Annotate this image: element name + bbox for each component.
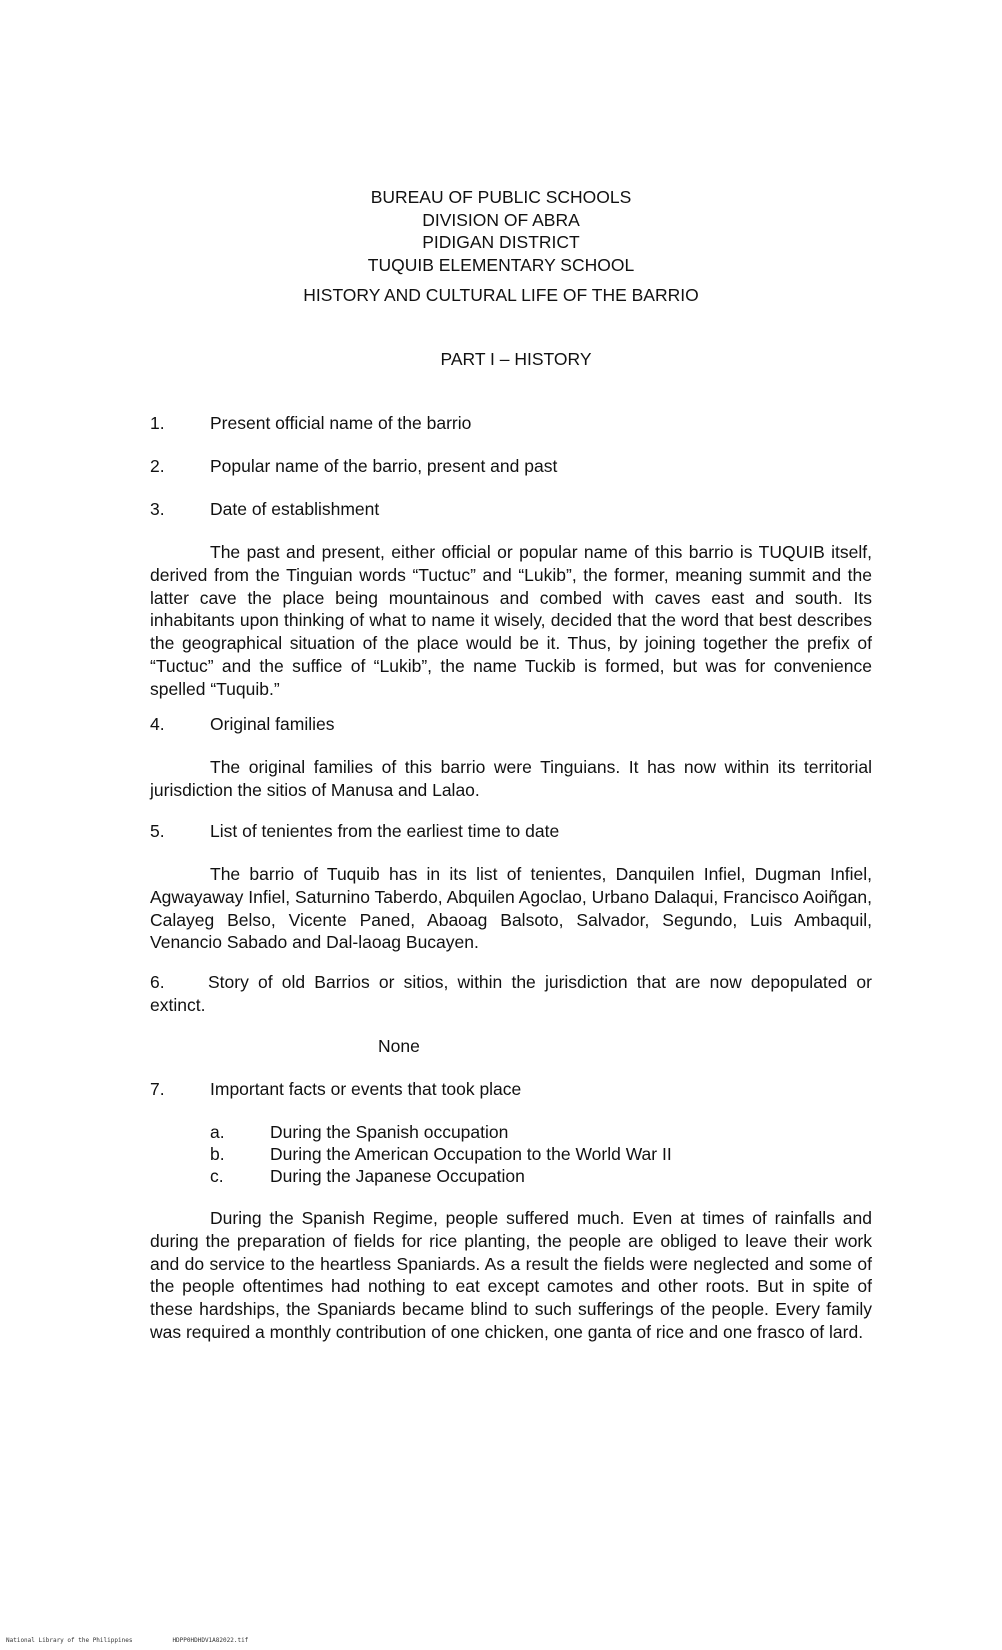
item-label: Date of establishment bbox=[210, 499, 380, 519]
item-number: 4. bbox=[150, 714, 165, 734]
item-label: Original families bbox=[210, 714, 335, 734]
item-5 bbox=[150, 820, 559, 842]
paragraph-original-families: The original families of this barrio were Tinguians. It has now within its territorial jurisdiction the sitios of Manusa and Lalao. bbox=[150, 757, 872, 800]
subitem-c bbox=[210, 1165, 525, 1188]
item-number: 6. bbox=[150, 972, 165, 992]
item-label: List of tenientes from the earliest time to date bbox=[210, 821, 560, 841]
subitem-text: During the Spanish occupation bbox=[270, 1122, 509, 1142]
item-1 bbox=[150, 412, 471, 434]
header-district: PIDIGAN DISTRICT bbox=[422, 232, 580, 252]
item-label: Important facts or events that took place bbox=[210, 1079, 522, 1099]
subitem-text: During the American Occupation to the World War II bbox=[270, 1144, 672, 1164]
subitem-letter: c. bbox=[210, 1166, 224, 1186]
subitem-text: During the Japanese Occupation bbox=[270, 1166, 525, 1186]
item-4 bbox=[150, 713, 334, 735]
header-division: DIVISION OF ABRA bbox=[422, 209, 580, 230]
paragraph-tenientes: The barrio of Tuquib has in its list of tenientes, Danquilen Infiel, Dugman Infiel, Agwayaway Infiel, Saturnino Taberdo, Abquilen Agoclao, Urbano Dalaqui, Francisco Aoiñgan, Calayeg Belso, Vicente Paned, Abaoag Balsoto, Salvador, Segundo, Luis Ambaquil, Venancio Sabado and Dal-laoag Bucayen. bbox=[150, 864, 872, 953]
none-text: None bbox=[378, 1036, 420, 1056]
item-number: 5. bbox=[150, 821, 165, 841]
subitem-letter: b. bbox=[210, 1144, 225, 1164]
item-number: 2. bbox=[150, 456, 165, 476]
item-number: 3. bbox=[150, 499, 165, 519]
subitem-letter: a. bbox=[210, 1122, 225, 1142]
item-label: Popular name of the barrio, present and past bbox=[210, 456, 558, 476]
subitem-b bbox=[210, 1143, 672, 1166]
item-7 bbox=[150, 1078, 521, 1100]
header-school: TUQUIB ELEMENTARY SCHOOL bbox=[367, 254, 635, 275]
item-6 bbox=[150, 971, 872, 1017]
paragraph-spanish-regime: During the Spanish Regime, people suffered much. Even at times of rainfalls and during the preparation of fields for rice planting, the people are obliged to leave their work and do service to the heartless Spaniards. As a result the fields were neglected and some of the people oftentimes had nothing to eat except camotes and other roots. But in spite of these hardships, the Spaniards became blind to such sufferings of the people. Every family was required a monthly contribution of one chicken, one ganta of rice and one frasco of lard. bbox=[150, 1208, 872, 1342]
item-3 bbox=[150, 498, 379, 520]
letterhead bbox=[0, 186, 1002, 276]
footer-filename: HDPP0HDHDV1A82022.tif bbox=[172, 1637, 249, 1644]
subitem-a bbox=[210, 1121, 508, 1144]
footer-library: National Library of the Philippines bbox=[6, 1637, 133, 1644]
item-label: Story of old Barrios or sitios, within the jurisdiction that are now depopulated or extinct. bbox=[150, 972, 872, 1015]
item-2 bbox=[150, 455, 557, 477]
item-number: 7. bbox=[150, 1079, 165, 1099]
part-title: PART I – HISTORY bbox=[440, 349, 592, 369]
item-number: 1. bbox=[150, 413, 165, 433]
item-label: Present official name of the barrio bbox=[210, 413, 472, 433]
scan-footer bbox=[6, 1637, 288, 1644]
header-bureau: BUREAU OF PUBLIC SCHOOLS bbox=[370, 187, 632, 207]
paragraph-barrio-name: The past and present, either official or popular name of this barrio is TUQUIB itself, derived from the Tinguian words “Tuctuc” and “Lukib”, the former, meaning summit and the latter cave the place being mountainous and combed with caves east and south. Its inhabitants upon thinking of what to name it wisely, decided that the word that best describes the geographical situation of the place would be it. Thus, by joining together the prefix of “Tuctuc” and the suffice of “Lukib”, the name Tuckib is formed, but was for convenience spelled “Tuquib.” bbox=[150, 542, 872, 699]
document-title: HISTORY AND CULTURAL LIFE OF THE BARRIO bbox=[303, 285, 699, 305]
